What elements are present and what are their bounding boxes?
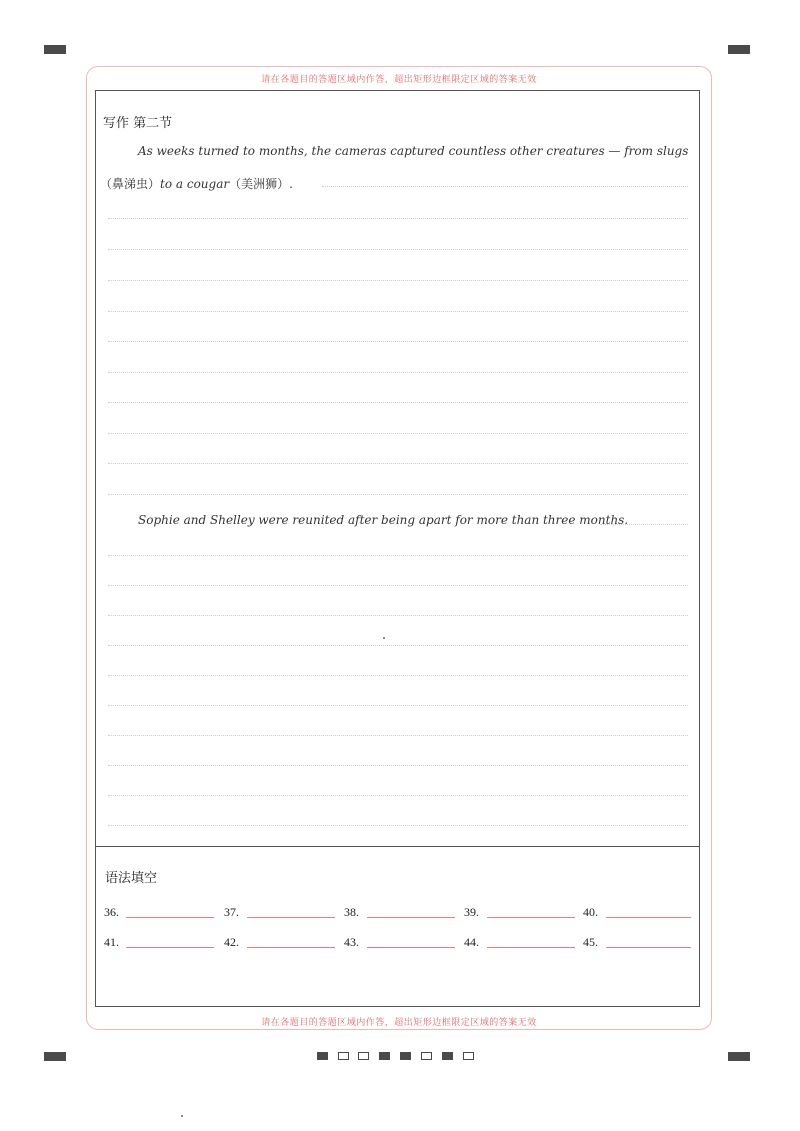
- answer-blank[interactable]: [367, 947, 455, 948]
- writing-line: [108, 585, 688, 586]
- writing-line: [108, 735, 688, 736]
- paragraph2-prompt: Sophie and Shelley were reunited after being apart for more than three months.: [138, 513, 629, 527]
- answer-blank[interactable]: [126, 947, 214, 948]
- writing-line: [108, 795, 688, 796]
- page-code-box: [442, 1052, 453, 1060]
- writing-line: [108, 494, 688, 495]
- writing-line: [108, 615, 688, 616]
- writing-line: [108, 705, 688, 706]
- corner-marker-bottom-left: [44, 1052, 66, 1061]
- answer-blank[interactable]: [487, 947, 575, 948]
- answer-blank[interactable]: [606, 917, 691, 918]
- question-number: 40.: [583, 905, 598, 919]
- writing-line: [108, 555, 688, 556]
- line-end-period: .: [289, 177, 293, 191]
- page-code-box: [400, 1052, 411, 1060]
- paragraph1-prompt-line2: [100, 175, 293, 192]
- page-code-box: [379, 1052, 390, 1060]
- page-code-box: [421, 1052, 432, 1060]
- answer-blank[interactable]: [247, 947, 335, 948]
- writing-line: [322, 186, 688, 187]
- question-number: 39.: [464, 905, 479, 919]
- page-code-box: [358, 1052, 369, 1060]
- page-code-box: [338, 1052, 349, 1060]
- writing-line: [108, 463, 688, 464]
- answer-blank[interactable]: [606, 947, 691, 948]
- question-number: 36.: [104, 905, 119, 919]
- writing-line: [108, 249, 688, 250]
- scan-speck: [383, 637, 385, 639]
- slug-chinese-gloss: （鼻涕虫）: [100, 177, 161, 191]
- writing-line: [108, 433, 688, 434]
- warning-top: 请在各题目的答题区域内作答，超出矩形边框限定区域的答案无效: [261, 75, 537, 85]
- corner-marker-top-right: [728, 45, 750, 54]
- writing-line: [108, 341, 688, 342]
- paragraph1-prompt-line1: As weeks turned to months, the cameras captured countless other creatures — from slugs: [138, 144, 689, 158]
- writing-line: [108, 825, 688, 826]
- answer-blank[interactable]: [367, 917, 455, 918]
- writing-line: [108, 765, 688, 766]
- question-number: 38.: [344, 905, 359, 919]
- scan-speck: [181, 1115, 183, 1117]
- writing-line: [108, 218, 688, 219]
- writing-line: [108, 645, 688, 646]
- writing-line: [108, 280, 688, 281]
- writing-section-title: 写作 第二节: [103, 116, 173, 131]
- question-number: 41.: [104, 935, 119, 949]
- question-number: 37.: [224, 905, 239, 919]
- corner-marker-bottom-right: [728, 1052, 750, 1061]
- question-number: 43.: [344, 935, 359, 949]
- writing-line: [108, 402, 688, 403]
- page-code-box: [317, 1052, 328, 1060]
- page-code-box: [463, 1052, 474, 1060]
- answer-blank[interactable]: [487, 917, 575, 918]
- question-number: 42.: [224, 935, 239, 949]
- warning-bottom: 请在各题目的答题区域内作答，超出矩形边框限定区域的答案无效: [261, 1018, 537, 1028]
- question-number: 44.: [464, 935, 479, 949]
- writing-line: [108, 311, 688, 312]
- answer-frame: [95, 90, 700, 1007]
- writing-line: [600, 524, 688, 525]
- writing-line: [108, 675, 688, 676]
- corner-marker-top-left: [44, 45, 66, 54]
- answer-blank[interactable]: [247, 917, 335, 918]
- cougar-chinese-gloss: （美洲狮）: [229, 177, 290, 191]
- cougar-text: to a cougar: [160, 177, 230, 191]
- writing-line: [108, 372, 688, 373]
- section-divider: [96, 846, 699, 847]
- grammar-section-title: 语法填空: [105, 871, 158, 886]
- question-number: 45.: [583, 935, 598, 949]
- answer-blank[interactable]: [126, 917, 214, 918]
